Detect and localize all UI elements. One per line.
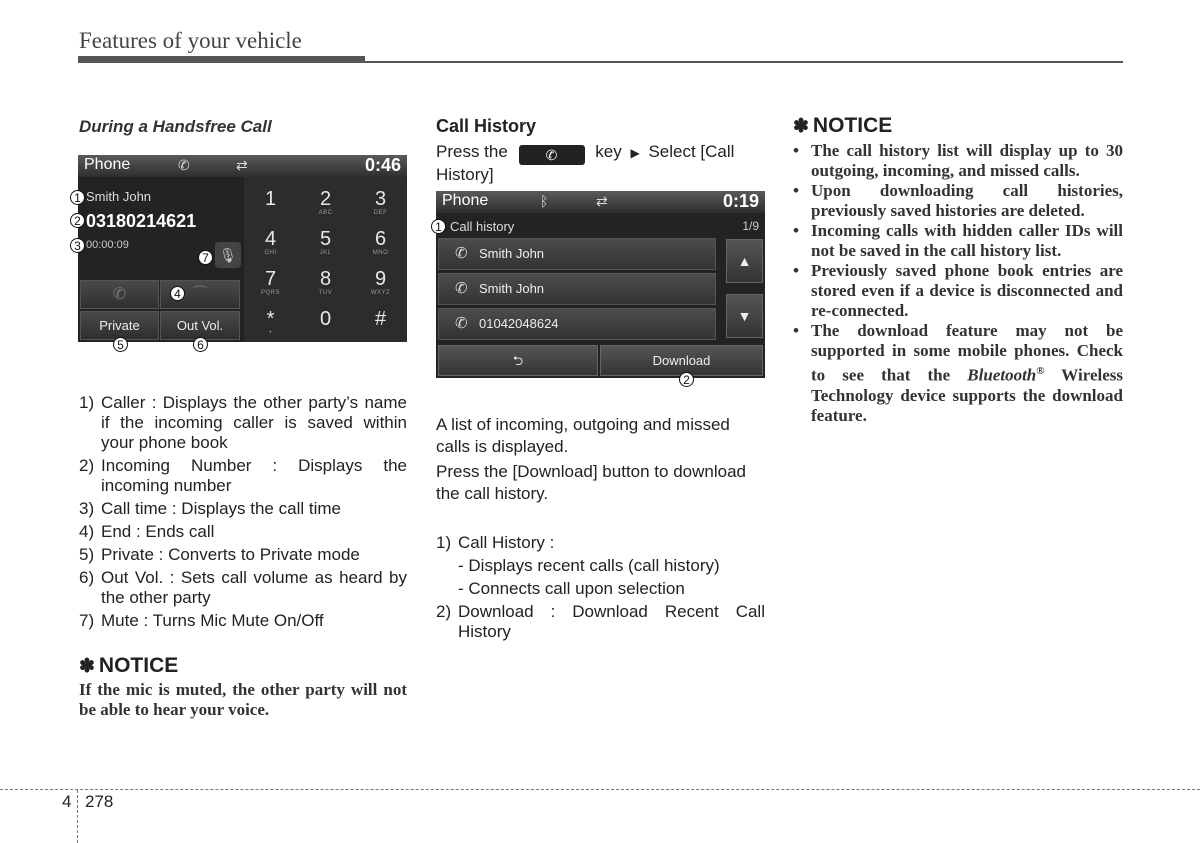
running-header: Features of your vehicle xyxy=(79,28,302,53)
notice-bullet: • Upon downloading call histories, previously saved histories are deleted. xyxy=(793,181,1123,221)
download-button[interactable]: Download xyxy=(600,345,763,376)
list-title: Call history xyxy=(450,219,515,234)
list-item: 1) Caller : Displays the other party’s name if the incoming caller is saved within your phone book xyxy=(79,393,407,452)
key-1[interactable]: 1 xyxy=(264,188,277,210)
key-9[interactable]: 9 WXYZ xyxy=(370,268,391,296)
notice-bullet: • Incoming calls with hidden caller IDs will not be saved in the call history list. xyxy=(793,221,1123,261)
arrow-down-icon: ▼ xyxy=(737,308,752,324)
usb-icon: ⇄ xyxy=(596,193,608,209)
arrow-up-icon: ▲ xyxy=(737,253,752,269)
call-history-row[interactable]: ✆ 01042048624 xyxy=(438,308,716,340)
notice-bullet: • The call history list will display up to 30 outgoing, incoming, and missed calls. xyxy=(793,141,1123,181)
callout-4: 4 xyxy=(170,286,185,301)
notice-heading: ✽ NOTICE xyxy=(793,114,893,137)
key-2[interactable]: 2 ABC xyxy=(318,188,333,216)
list-item: 4) End : Ends call xyxy=(79,522,215,541)
call-history-legend xyxy=(436,533,765,645)
key-0[interactable]: 0 xyxy=(319,308,332,330)
call-history-screen xyxy=(436,191,765,378)
bluetooth-icon: ᛒ xyxy=(540,193,549,209)
callout-2: 2 xyxy=(70,213,85,228)
caller-name: Smith John xyxy=(86,189,152,204)
incoming-number: 03180214621 xyxy=(86,211,197,231)
list-item: 1) Call History : xyxy=(436,533,555,552)
notice-bullets xyxy=(793,141,1123,426)
handsfree-call-screen xyxy=(78,155,407,342)
arrow-right-icon: ▶ xyxy=(630,146,640,160)
callout-2: 2 xyxy=(679,372,694,387)
screen-status-bar xyxy=(436,191,765,213)
call-history-row[interactable]: ✆ Smith John xyxy=(438,273,716,305)
section-heading: Call History xyxy=(436,116,537,136)
callout-7: 7 xyxy=(198,250,213,265)
callout-1: 1 xyxy=(431,219,446,234)
phone-key-icon: ✆ xyxy=(519,145,585,165)
callout-1: 1 xyxy=(70,190,85,205)
list-item: 2) Incoming Number : Displays the incoming number xyxy=(79,456,407,495)
screen-status-bar xyxy=(78,155,407,177)
header-rule-thick xyxy=(78,56,365,63)
callout-6: 6 xyxy=(193,337,208,352)
header-rule-thin xyxy=(365,61,1123,63)
key-8[interactable]: 8 TUV xyxy=(318,268,333,296)
handsfree-legend-list xyxy=(79,393,407,634)
callout-3: 3 xyxy=(70,238,85,253)
list-item: 5) Private : Converts to Private mode xyxy=(79,545,360,564)
key-hash[interactable]: # xyxy=(374,308,387,330)
scroll-up-button[interactable] xyxy=(726,239,763,283)
key-7[interactable]: 7 PQRS xyxy=(260,268,280,296)
call-time: 00:00:09 xyxy=(86,239,129,251)
notice-text: If the mic is muted, the other party will not be able to hear your voice. xyxy=(79,680,407,719)
notice-heading: ✽ NOTICE xyxy=(79,654,179,677)
key-5[interactable]: 5 JKL xyxy=(319,228,332,256)
microphone-icon: 🎙 xyxy=(219,247,237,263)
footer-divider xyxy=(77,790,78,843)
list-item: 2) Download : Download Recent Call History xyxy=(436,602,765,641)
list-subitem: - Connects call upon selection xyxy=(458,579,685,598)
back-button[interactable] xyxy=(438,345,598,376)
screen-title: Phone xyxy=(442,192,489,209)
notice-star-icon: ✽ xyxy=(79,656,95,677)
callout-5: 5 xyxy=(113,337,128,352)
phone-icon: ✆ xyxy=(112,286,127,303)
scroll-down-button[interactable] xyxy=(726,294,763,338)
out-vol-button[interactable]: Out Vol. xyxy=(160,311,240,340)
list-item: 7) Mute : Turns Mic Mute On/Off xyxy=(79,611,324,630)
hang-up-icon: ⌒ xyxy=(191,286,208,303)
private-button[interactable]: Private xyxy=(80,311,159,340)
page-indicator: 1/9 xyxy=(742,219,759,233)
key-4[interactable]: 4 GHI xyxy=(264,228,277,256)
call-icon: ✆ xyxy=(455,315,468,332)
mute-button[interactable] xyxy=(215,242,241,268)
key-3[interactable]: 3 DEF xyxy=(373,188,388,216)
section-subtitle: During a Handsfree Call xyxy=(79,117,272,136)
call-button[interactable] xyxy=(80,280,159,309)
footer-rule xyxy=(0,789,1200,790)
back-icon: ⮌ xyxy=(512,353,524,368)
key-6[interactable]: 6 MNO xyxy=(372,228,389,256)
usb-icon: ⇄ xyxy=(236,157,248,173)
list-subitem: - Displays recent calls (call history) xyxy=(458,556,720,575)
clock-time: 0:46 xyxy=(364,155,401,175)
list-item: 3) Call time : Displays the call time xyxy=(79,499,341,518)
notice-bullet: • The download feature may not be supported in some mobile phones. Check to see that the Bluetooth® Wireless Technology device supports the download feature. xyxy=(793,321,1123,426)
notice-star-icon: ✽ xyxy=(793,116,809,137)
phone-icon: ✆ xyxy=(178,157,190,173)
call-icon: ✆ xyxy=(455,280,468,297)
list-item: 6) Out Vol. : Sets call volume as heard by the other party xyxy=(79,568,407,607)
notice-bullet: • Previously saved phone book entries are stored even if a device is disconnected and re-connected. xyxy=(793,261,1123,321)
dial-keypad xyxy=(244,177,407,342)
paragraph: A list of incoming, outgoing and missed calls is displayed. xyxy=(436,415,730,456)
key-star[interactable]: * + xyxy=(266,308,275,336)
page-number: 278 xyxy=(85,792,114,811)
clock-time: 0:19 xyxy=(722,191,759,211)
intro-instruction: Press the ✆ key ▶ Select [Call History] xyxy=(436,142,735,184)
paragraph: Press the [Download] button to download the call history. xyxy=(436,462,746,503)
call-history-row[interactable]: ✆ Smith John xyxy=(438,238,716,270)
screen-title: Phone xyxy=(84,156,131,173)
call-icon: ✆ xyxy=(455,245,468,262)
chapter-number: 4 xyxy=(62,792,72,811)
